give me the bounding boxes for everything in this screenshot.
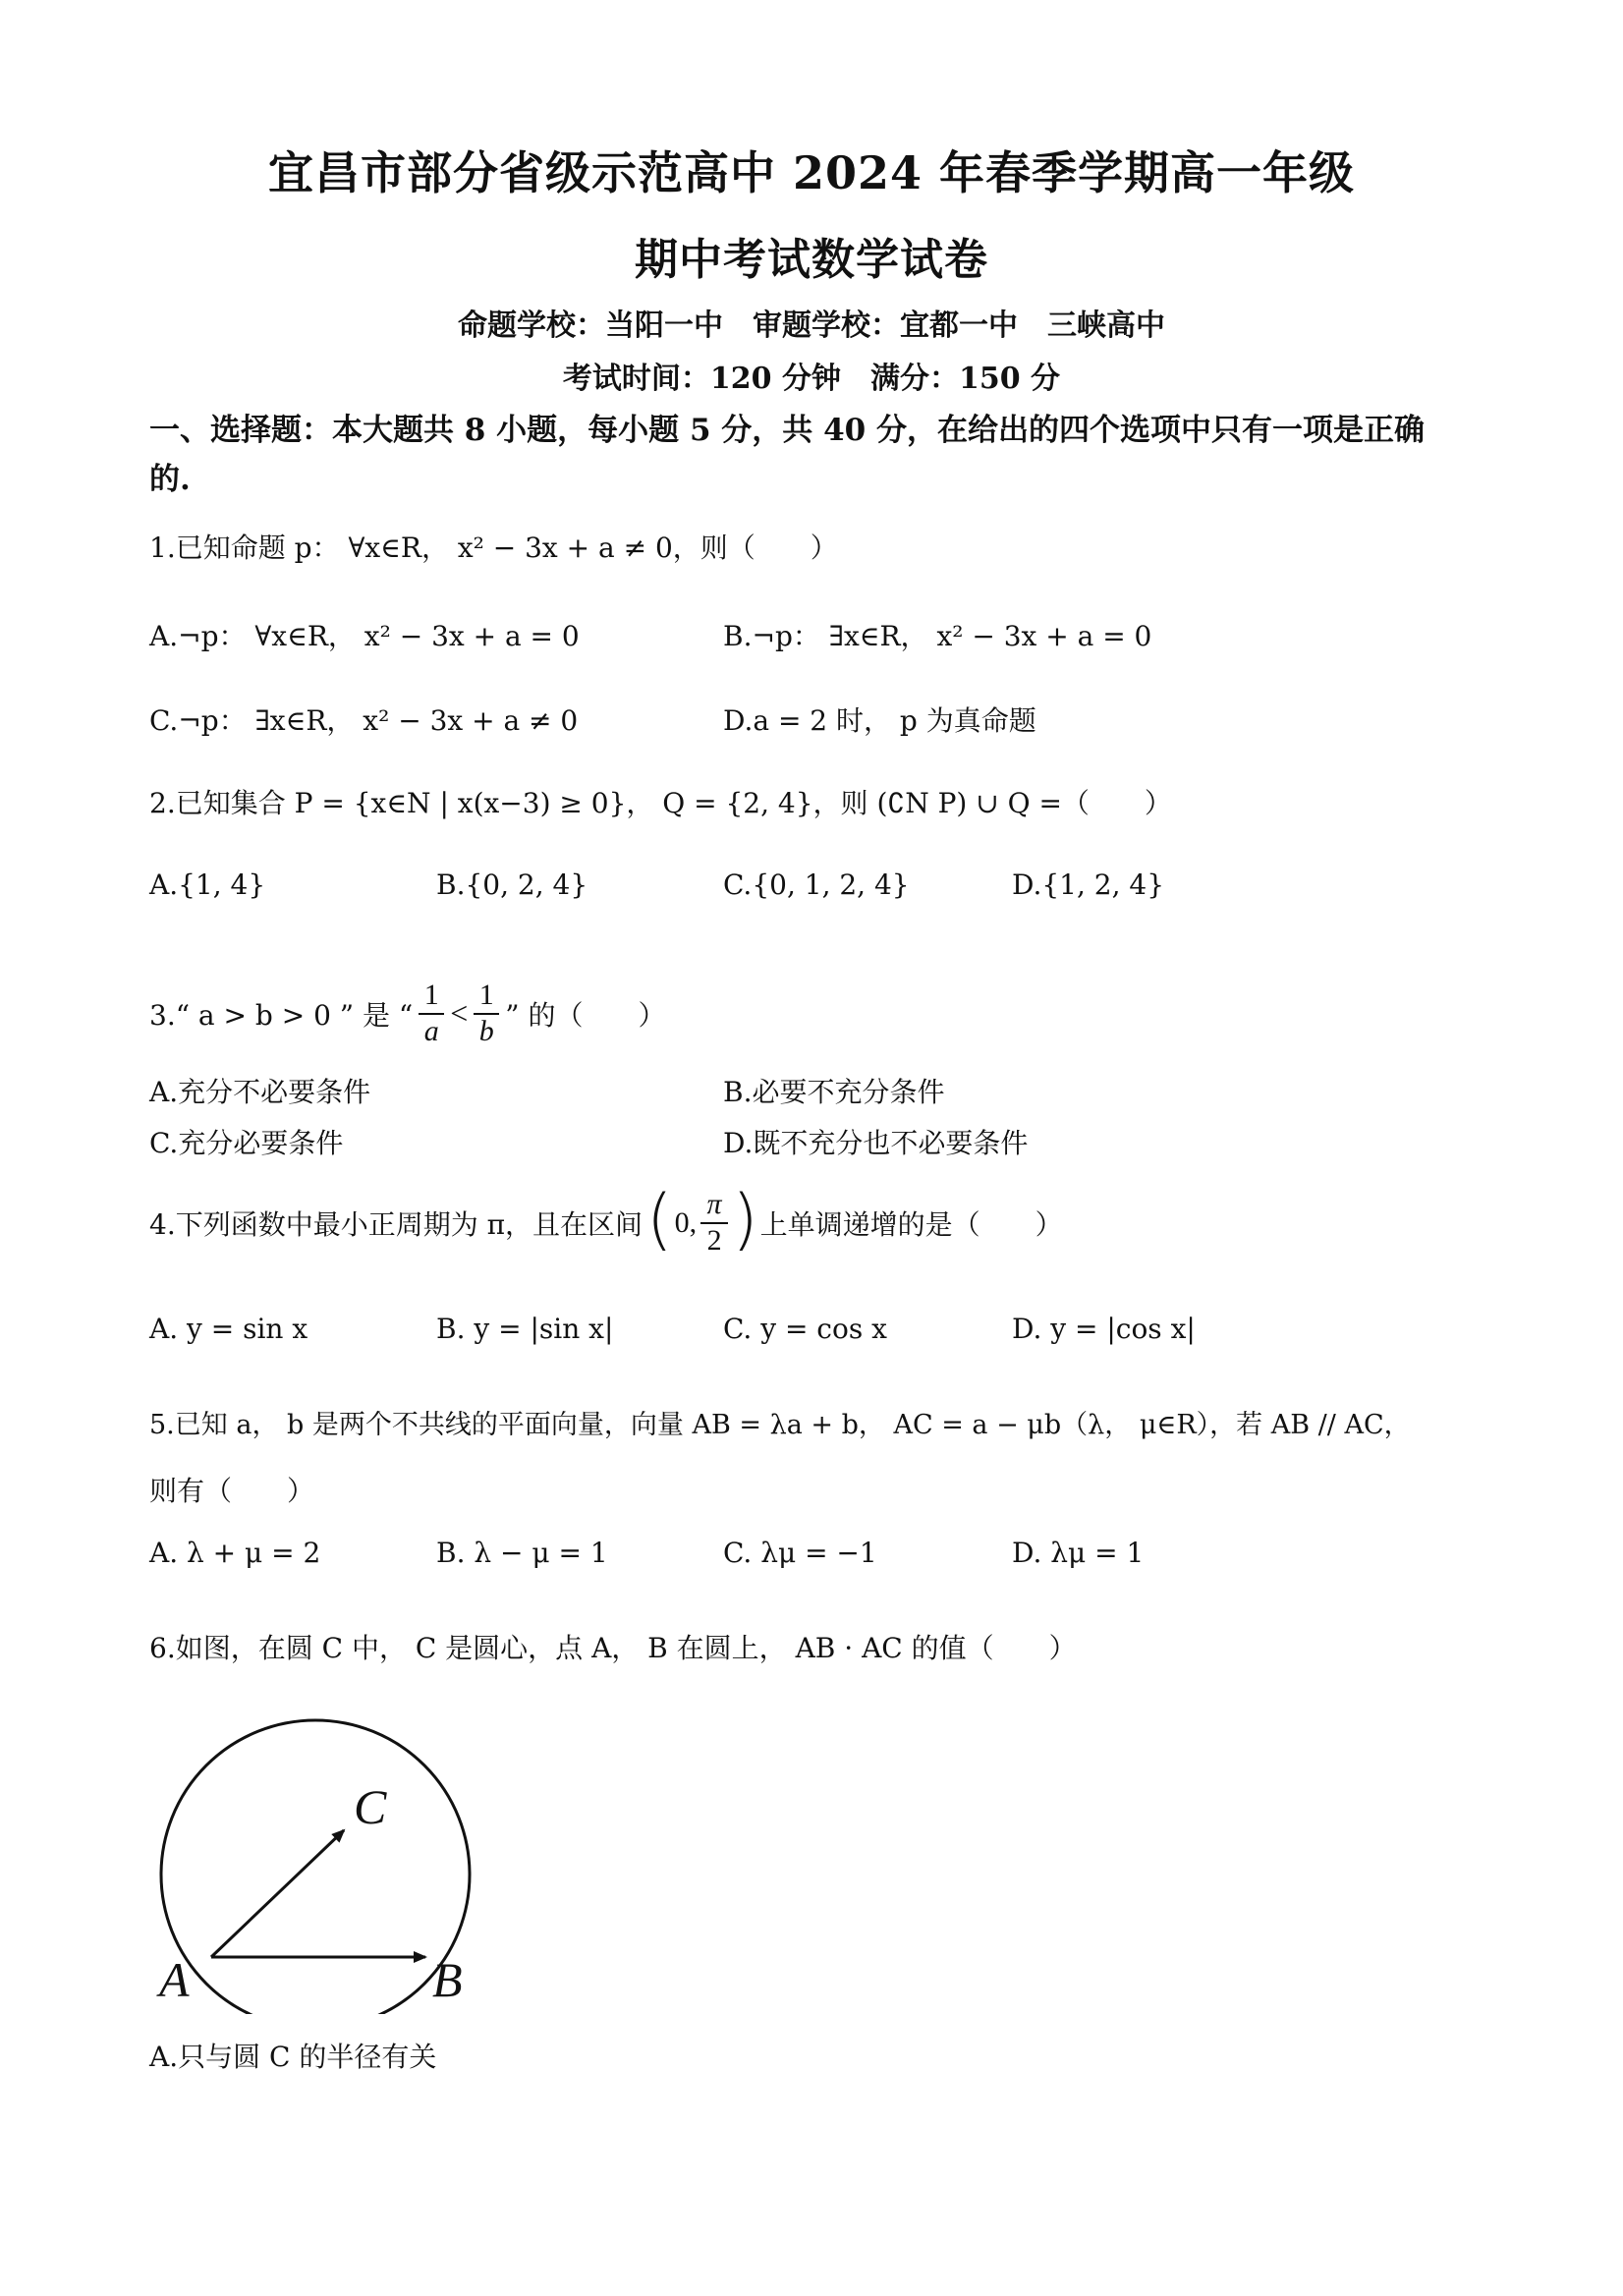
fraction-numerator: π <box>706 1188 722 1220</box>
fraction-denominator: a <box>423 1014 439 1047</box>
interval-open-paren: ( <box>646 1181 673 1259</box>
question-3-stem <box>149 979 665 1048</box>
section-heading-line1: 一、选择题：本大题共 8 小题，每小题 5 分，共 40 分，在给出的四个选项中只有一项是正确 <box>149 413 1426 448</box>
question-4-option-c: C. y = cos x <box>723 1313 887 1345</box>
question-1-option-b: B.¬p： ∃x∈R， x² − 3x + a = 0 <box>723 620 1152 652</box>
interval-left: 0, <box>674 1205 698 1239</box>
question-6-stem: 6.如图，在圆 C 中， C 是圆心，点 A， B 在圆上， AB · AC 的值（ ） <box>149 1632 1077 1664</box>
question-1-option-d: D.a = 2 时， p 为真命题 <box>723 704 1036 737</box>
fraction-relation: < <box>450 995 469 1031</box>
question-2-option-d: D.{1, 2, 4} <box>1012 868 1165 901</box>
circle-figure <box>147 1690 501 2014</box>
fraction-denominator: b <box>478 1014 494 1047</box>
circle-outline <box>161 1720 470 2014</box>
question-4-option-a: A. y = sin x <box>149 1313 308 1345</box>
question-5-option-d: D. λμ = 1 <box>1012 1537 1145 1569</box>
question-2-option-a: A.{1, 4} <box>149 868 266 901</box>
question-1-stem: 1.已知命题 p： ∀x∈R， x² − 3x + a ≠ 0，则（ ） <box>149 532 838 564</box>
question-2-stem: 2.已知集合 P = {x∈N | x(x−3) ≥ 0}， Q = {2, 4}，则 (∁N P) ∪ Q =（ ） <box>149 787 1172 819</box>
question-3-stem-pre: 3.“ a > b > 0 ” 是 “ <box>149 998 414 1032</box>
question-2-option-b: B.{0, 2, 4} <box>436 868 588 901</box>
question-4-option-d: D. y = |cos x| <box>1012 1313 1196 1345</box>
point-a-label: A <box>159 1952 190 2007</box>
question-5-stem: 5.已知 a， b 是两个不共线的平面向量，向量 AB = λa + b， AC = a − μb（λ， μ∈R），若 AB // AC， <box>149 1410 1411 1440</box>
question-3-option-c: C.充分必要条件 <box>149 1127 344 1159</box>
question-4-stem <box>149 1181 1063 1264</box>
question-3-stem-post: ” 的（ ） <box>505 998 666 1032</box>
question-4-stem-pre: 4.下列函数中最小正周期为 π，且在区间 <box>149 1207 644 1241</box>
section-heading-line2: 的. <box>149 462 191 497</box>
fraction-1-over-a <box>419 979 444 1048</box>
fraction-numerator: 1 <box>423 979 439 1011</box>
interval-close-paren: ) <box>732 1181 758 1259</box>
exam-title-line2: 期中考试数学试卷 <box>635 235 988 285</box>
question-4-stem-post: 上单调递增的是（ ） <box>759 1207 1063 1241</box>
fraction-1-over-b <box>474 979 499 1048</box>
question-2-option-c: C.{0, 1, 2, 4} <box>723 868 910 901</box>
question-3-option-b: B.必要不充分条件 <box>723 1076 945 1108</box>
question-5-option-c: C. λμ = −1 <box>723 1537 877 1569</box>
point-b-label: B <box>432 1952 463 2007</box>
question-3-option-a: A.充分不必要条件 <box>149 1076 371 1108</box>
question-5-option-b: B. λ − μ = 1 <box>436 1537 608 1569</box>
question-6-option-a: A.只与圆 C 的半径有关 <box>149 2041 437 2073</box>
exam-title-line1: 宜昌市部分省级示范高中 2024 年春季学期高一年级 <box>267 146 1356 199</box>
exam-time-score: 考试时间：120 分钟 满分：150 分 <box>562 362 1061 396</box>
fraction-numerator: 1 <box>478 979 494 1011</box>
question-5-option-a: A. λ + μ = 2 <box>149 1537 321 1569</box>
fraction-denominator: 2 <box>706 1223 722 1257</box>
question-5-stem-line2: 则有（ ） <box>149 1475 315 1507</box>
fraction-pi-over-2 <box>700 1188 728 1258</box>
question-4-option-b: B. y = |sin x| <box>436 1313 614 1345</box>
exam-schools: 命题学校：当阳一中 审题学校：宜都一中 三峡高中 <box>458 308 1165 343</box>
question-1-option-a: A.¬p： ∀x∈R， x² − 3x + a = 0 <box>149 620 580 652</box>
point-c-label: C <box>354 1779 387 1834</box>
vector-ac-arrow <box>211 1830 344 1957</box>
question-1-option-c: C.¬p： ∃x∈R， x² − 3x + a ≠ 0 <box>149 704 579 737</box>
question-3-option-d: D.既不充分也不必要条件 <box>723 1127 1029 1159</box>
